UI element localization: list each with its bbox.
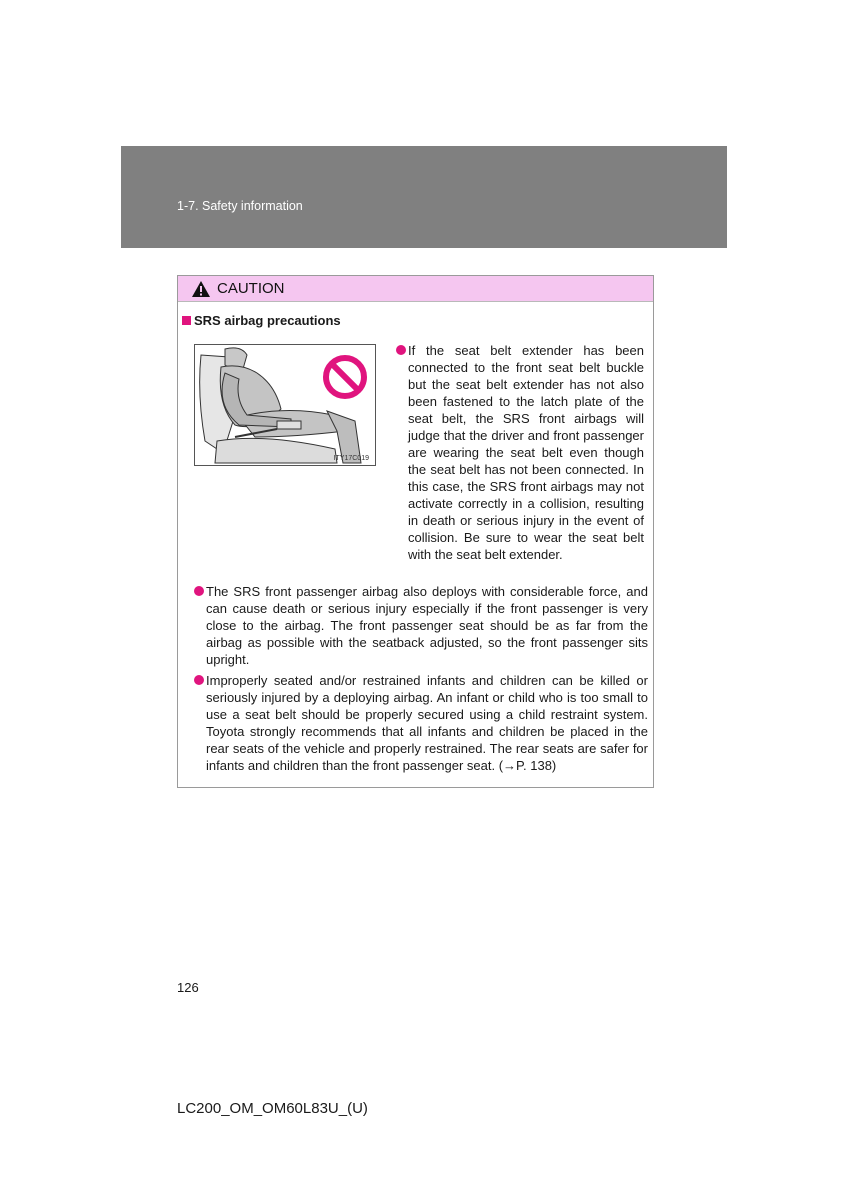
seat-belt-extender-illustration — [194, 344, 376, 466]
warning-triangle-icon — [191, 280, 211, 298]
section-label: 1-7. Safety information — [177, 199, 303, 213]
bullet-dot-icon — [396, 345, 406, 355]
seated-passenger-drawing — [195, 345, 375, 465]
caution-box — [177, 275, 654, 788]
page-number: 126 — [177, 980, 199, 995]
square-bullet-icon — [182, 316, 191, 325]
caution-item-2: The SRS front passenger airbag also deploys with considerable force, and can cause death or serious injury especially if the front passenger is very close to the airbag. The front passenger seat should be as far from the airbag as possible with the seatback adjusted, so the front passenger sits upright. — [206, 584, 648, 667]
subheading-text: SRS airbag precautions — [194, 313, 341, 328]
caution-item-1: If the seat belt extender has been connected to the front seat belt buckle but the seat belt extender has not also been fastened to the latch plate of the seat belt, the SRS front airbags will judge that the driver and front passenger are wearing the seat belt even though the seat belt has not been connected. In this case, the SRS front airbags may not activate correctly in a collision, resulting in death or serious injury in the event of collision. Be sure to wear the seat belt with the seat belt extender. — [408, 343, 644, 562]
caution-item-3: Improperly seated and/or restrained infants and children can be killed or seriously injured by a deploying airbag. An infant or child who is too small to use a seat belt should be properly secured using a child restraint system. Toyota strongly recommends that all infants and children be placed in the rear seats of the vehicle and properly restrained. The rear seats are safer for infants and children than the front passenger seat. (→P. 138) — [206, 673, 648, 773]
caution-label: CAUTION — [217, 280, 285, 297]
figure-code: ITY17C019 — [333, 455, 369, 462]
bullet-dot-icon — [194, 586, 204, 596]
subheading — [182, 313, 341, 328]
bullet-dot-icon — [194, 675, 204, 685]
header-band — [121, 146, 727, 248]
document-code: LC200_OM_OM60L83U_(U) — [177, 1100, 368, 1117]
caution-header — [178, 276, 653, 302]
